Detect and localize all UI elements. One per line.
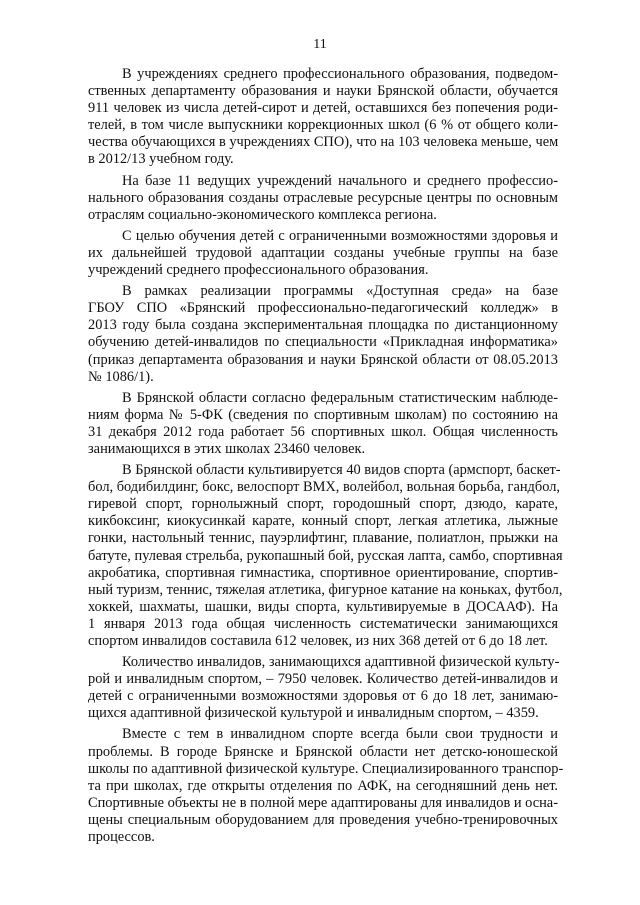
text-line: На базе 11 ведущих учреждений начального и среднего профессио- — [122, 172, 558, 189]
text-line: В учреждениях среднего профессионального образования, подведом- — [122, 66, 558, 82]
text-line: та при школах, где открыты отделения по АФК, на сегодняшний день нет. — [88, 777, 558, 794]
text-line: гонки, настольный теннис, пауэрлифтинг, плавание, полиатлон, прыжки на — [88, 530, 558, 547]
paragraph — [88, 173, 558, 224]
text-line: обучению детей-инвалидов по специальности «Прикладная информатика» — [88, 334, 558, 351]
text-line: (приказ департамента образования и науки Брянской области от 08.05.2013 — [88, 351, 558, 368]
text-line: 1 января 2013 года общая численность систематически занимающихся — [88, 615, 558, 632]
paragraph — [88, 390, 558, 458]
text-line: отраслям социально-экономического комплекса региона. — [88, 206, 437, 223]
paragraph — [88, 654, 558, 722]
text-line: нального образования созданы отраслевые ресурсные центры по основным — [88, 189, 558, 206]
text-line: В Брянской области культивируется 40 видов спорта (армспорт, баскет- — [122, 462, 561, 479]
text-line: Спортивные объекты не в полной мере адаптированы для инвалидов и осна- — [88, 794, 558, 811]
document-body — [88, 66, 564, 850]
text-line: ственных департаменту образования и науки Брянской области, обучается — [88, 83, 558, 100]
text-line: бол, бодибилдинг, бокс, велоспорт BMX, волейбол, вольная борьба, гандбол, — [88, 479, 560, 496]
text-line: В Брянской области согласно федеральным статистическим наблюде- — [122, 389, 558, 406]
text-line: телей, в том числе выпускники коррекционных школ (6 % от общего коли- — [88, 117, 558, 134]
text-line: занимающихся в этих школах 23460 человек. — [88, 440, 366, 457]
text-line: детей с ограниченными возможностями здоровья от 6 до 18 лет, занимаю- — [88, 688, 558, 705]
paragraph — [88, 66, 558, 169]
paragraph — [88, 283, 558, 386]
text-line: 31 декабря 2012 года работает 56 спортивных школ. Общая численность — [88, 423, 558, 440]
page-number: 11 — [313, 37, 327, 52]
text-line: В рамках реализации программы «Доступная среда» на базе — [122, 283, 558, 300]
paragraph — [88, 462, 563, 650]
text-line: кикбоксинг, киокусинкай карате, конный спорт, легкая атлетика, лыжные — [88, 513, 558, 530]
text-line: спортом инвалидов составила 612 человек, из них 368 детей от 6 до 18 лет. — [88, 633, 548, 649]
text-line: 911 человек из числа детей-сирот и детей, оставшихся без попечения роди- — [88, 100, 558, 117]
text-line: акробатика, спортивная гимнастика, спортивное ориентирование, спортив- — [88, 564, 558, 581]
text-line: ГБОУ СПО «Брянский профессионально-педагогический колледж» в — [88, 300, 558, 317]
text-line: Вместе с тем в инвалидном спорте всегда были свои трудности и — [122, 726, 558, 743]
text-line: хоккей, шахматы, шашки, виды спорта, культивируемые в ДОСААФ). На — [88, 598, 558, 615]
text-line: учреждений среднего профессионального образования. — [88, 262, 429, 279]
text-line: ный туризм, теннис, тяжелая атлетика, фигурное катание на коньках, футбол, — [88, 581, 563, 598]
text-line: щихся адаптивной физической культурой и инвалидным спортом, – 4359. — [88, 705, 539, 722]
text-line: № 1086/1). — [88, 368, 154, 385]
text-line: гиревой спорт, горнолыжный спорт, городошный спорт, дзюдо, карате, — [88, 496, 558, 513]
text-line: в 2012/13 учебном году. — [88, 151, 234, 168]
text-line: С целью обучения детей с ограниченными возможностями здоровья и — [122, 227, 558, 244]
text-line: рой и инвалидным спортом, – 7950 человек. Количество детей-инвалидов и — [88, 671, 558, 688]
paragraph — [88, 726, 564, 846]
text-line: их дальнейшей трудовой адаптации созданы учебные группы на базе — [88, 244, 558, 261]
text-line: щены специальным оборудованием для проведения учебно-тренировочных — [88, 811, 558, 828]
text-line: процессов. — [88, 829, 155, 846]
text-line: школы по адаптивной физической культуре. Специализированного транспор- — [88, 760, 564, 777]
text-line: 2013 году была создана экспериментальная площадка по дистанционному — [88, 317, 558, 334]
text-line: чества обучающихся в учреждениях СПО), что на 103 человека меньше, чем — [88, 134, 559, 151]
text-line: проблемы. В городе Брянске и Брянской области нет детско-юношеской — [88, 743, 558, 760]
text-line: батуте, пулевая стрельба, рукопашный бой, русская лапта, самбо, спортивная — [88, 547, 563, 564]
text-line: Количество инвалидов, занимающихся адаптивной физической культу- — [122, 654, 560, 671]
paragraph — [88, 228, 558, 279]
text-line: ниям форма № 5-ФК (сведения по спортивным школам) по состоянию на — [88, 406, 558, 423]
